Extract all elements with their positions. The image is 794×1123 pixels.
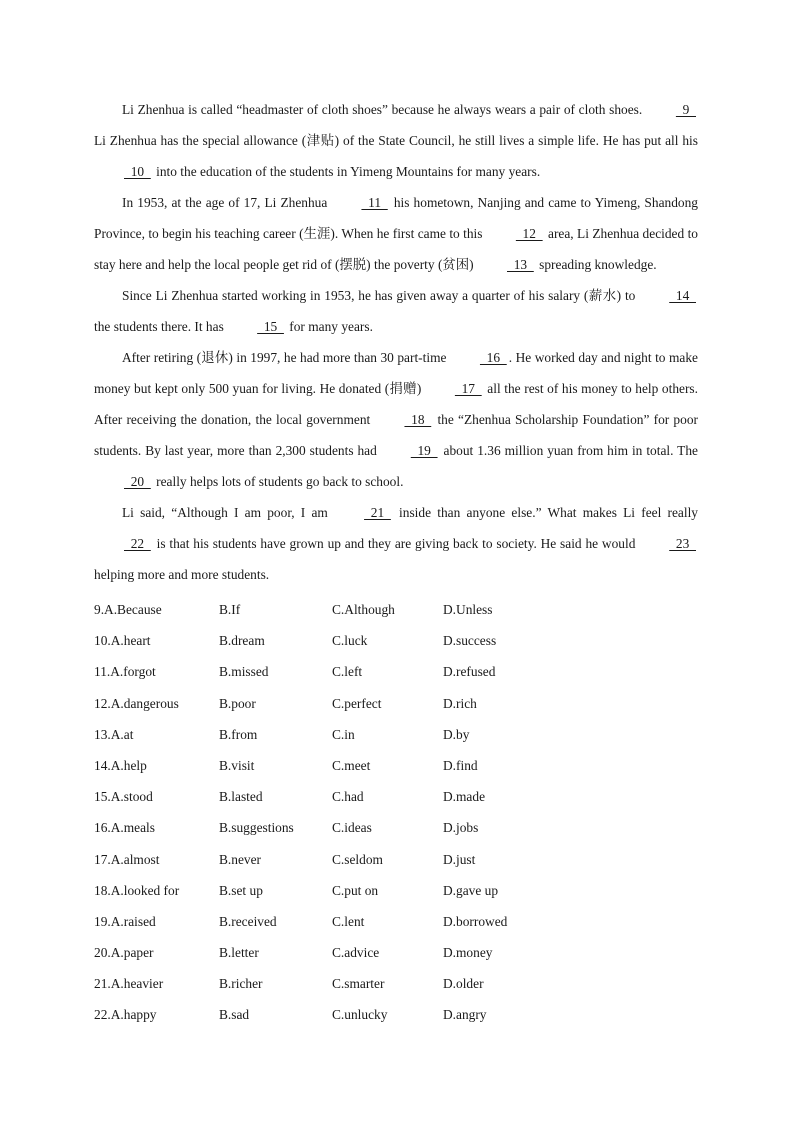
passage-text: into the education of the students in Yimeng Mountains for many years. <box>152 164 541 179</box>
passage-text: In 1953, at the age of 17, Li Zhenhua <box>122 195 332 210</box>
passage-paragraph <box>94 497 698 590</box>
option-a: 22.A.happy <box>94 1007 157 1023</box>
question-options-row <box>94 688 698 719</box>
option-b: B.set up <box>219 882 263 898</box>
option-d: D.money <box>443 945 493 961</box>
question-options-row <box>94 625 698 656</box>
question-options-row <box>94 844 698 875</box>
option-c: C.seldom <box>332 851 383 867</box>
option-c: C.meet <box>332 757 371 773</box>
passage-text: the “Zhenhua Scholarship Foundation” for poor students. By last year, more than 2,300 students had <box>94 412 698 458</box>
passage-text: Since Li Zhenhua started working in 1953, he has given away a quarter of his salary (薪水) to <box>122 288 640 303</box>
option-d: D.jobs <box>443 820 479 836</box>
option-c: C.unlucky <box>332 1007 388 1023</box>
question-options-row <box>94 812 698 843</box>
passage-text: Li said, “Although I am poor, I am <box>122 505 335 520</box>
option-a: 17.A.almost <box>94 851 160 867</box>
option-a: 12.A.dangerous <box>94 695 179 711</box>
option-c: C.left <box>332 664 363 680</box>
passage-text: spreading knowledge. <box>535 257 657 272</box>
passage-text: helping more and more students. <box>94 567 270 582</box>
passage-text: inside than anyone else.” What makes Li feel really <box>392 505 699 520</box>
option-b: B.suggestions <box>219 820 294 836</box>
option-c: C.perfect <box>332 695 382 711</box>
question-options-row <box>94 781 698 812</box>
option-d: D.Unless <box>443 602 493 617</box>
passage-text: the students there. It has <box>94 319 228 334</box>
question-options-row <box>94 594 698 625</box>
question-options-row <box>94 968 698 999</box>
option-b: B.dream <box>219 633 265 649</box>
option-d: D.gave up <box>443 882 499 898</box>
option-a: 13.A.at <box>94 726 134 742</box>
blank-number: 23 <box>669 536 696 551</box>
passage-text: all the rest of his money to help others. After receiving the donation, the local government <box>94 381 698 427</box>
blank-number: 12 <box>515 226 543 241</box>
passage-text: about 1.36 million yuan from him in total. The <box>439 443 698 458</box>
option-b: B.visit <box>219 757 255 773</box>
blank-number: 13 <box>507 257 534 272</box>
option-a: 18.A.looked for <box>94 882 180 898</box>
option-b: B.lasted <box>219 789 263 805</box>
option-c: C.smarter <box>332 976 385 992</box>
option-b: B.sad <box>219 1007 250 1023</box>
question-options-row <box>94 750 698 781</box>
option-c: C.Although <box>332 602 395 617</box>
blank-number: 10 <box>124 164 151 179</box>
answer-options-list <box>94 594 698 1031</box>
blank-number: 17 <box>454 381 482 396</box>
passage-text: area, Li Zhenhua decided to stay here and help the local people get rid of (摆脱) the poverty (贫困) <box>94 226 698 272</box>
passage-text: is that his students have grown up and they are giving back to society. He said he would <box>152 536 640 551</box>
passage-paragraph <box>94 280 698 342</box>
option-c: C.ideas <box>332 820 372 836</box>
option-a: 15.A.stood <box>94 789 153 805</box>
passage-text: Li Zhenhua has the special allowance (津贴) of the State Council, he still lives a simple life. He has put all his <box>94 133 698 148</box>
blank-number: 21 <box>364 505 391 520</box>
option-a: 11.A.forgot <box>94 664 156 680</box>
option-b: B.richer <box>219 976 263 992</box>
blank-number: 16 <box>479 350 507 365</box>
option-b: B.never <box>219 851 262 867</box>
option-c: C.had <box>332 789 364 805</box>
passage-text: Li Zhenhua is called “headmaster of cloth shoes” because he always wears a pair of cloth shoes. <box>122 102 646 117</box>
option-a: 16.A.meals <box>94 820 155 836</box>
option-b: B.from <box>219 726 258 742</box>
option-b: B.missed <box>219 664 269 680</box>
option-b: B.received <box>219 913 277 929</box>
option-c: C.put on <box>332 882 379 898</box>
cloze-passage <box>94 94 698 590</box>
passage-text: his hometown, Nanjing and came to Yimeng, Shandong Province, to begin his teaching career (生涯). When he first came to this <box>94 195 698 241</box>
passage-paragraph <box>94 187 698 280</box>
option-d: D.borrowed <box>443 913 508 929</box>
option-d: D.rich <box>443 695 477 711</box>
option-d: D.find <box>443 757 478 773</box>
blank-number: 19 <box>410 443 438 458</box>
blank-number: 9 <box>675 102 696 117</box>
option-c: C.lent <box>332 913 365 929</box>
option-a: 19.A.raised <box>94 913 156 929</box>
blank-number: 11 <box>361 195 388 210</box>
blank-number: 15 <box>257 319 284 334</box>
blank-number: 20 <box>124 474 151 489</box>
option-d: D.refused <box>443 664 496 680</box>
option-a: 20.A.paper <box>94 945 154 961</box>
option-a: 9.A.Because <box>94 602 162 617</box>
question-options-row <box>94 999 698 1030</box>
option-a: 21.A.heavier <box>94 976 164 992</box>
question-options-row <box>94 906 698 937</box>
option-d: D.by <box>443 726 470 742</box>
option-d: D.older <box>443 976 484 992</box>
passage-text: for many years. <box>285 319 373 334</box>
option-a: 10.A.heart <box>94 633 151 649</box>
question-options-row <box>94 719 698 750</box>
option-c: C.in <box>332 726 355 742</box>
option-c: C.advice <box>332 945 380 961</box>
option-b: B.letter <box>219 945 259 961</box>
option-d: D.just <box>443 851 476 867</box>
question-options-row <box>94 937 698 968</box>
option-b: B.If <box>219 602 241 617</box>
blank-number: 18 <box>404 412 432 427</box>
option-d: D.success <box>443 633 497 649</box>
passage-text: really helps lots of students go back to school. <box>152 474 404 489</box>
passage-paragraph <box>94 342 698 497</box>
passage-paragraph <box>94 94 698 187</box>
passage-text: After retiring (退休) in 1997, he had more than 30 part-time <box>122 350 450 365</box>
option-d: D.made <box>443 789 486 805</box>
blank-number: 22 <box>124 536 151 551</box>
option-c: C.luck <box>332 633 368 649</box>
option-a: 14.A.help <box>94 757 147 773</box>
passage-text: . He worked day and night to make money but kept only 500 yuan for living. He donated (捐赠) <box>94 350 698 396</box>
blank-number: 14 <box>669 288 696 303</box>
option-b: B.poor <box>219 695 256 711</box>
question-options-row <box>94 875 698 906</box>
option-d: D.angry <box>443 1007 487 1023</box>
question-options-row <box>94 656 698 687</box>
